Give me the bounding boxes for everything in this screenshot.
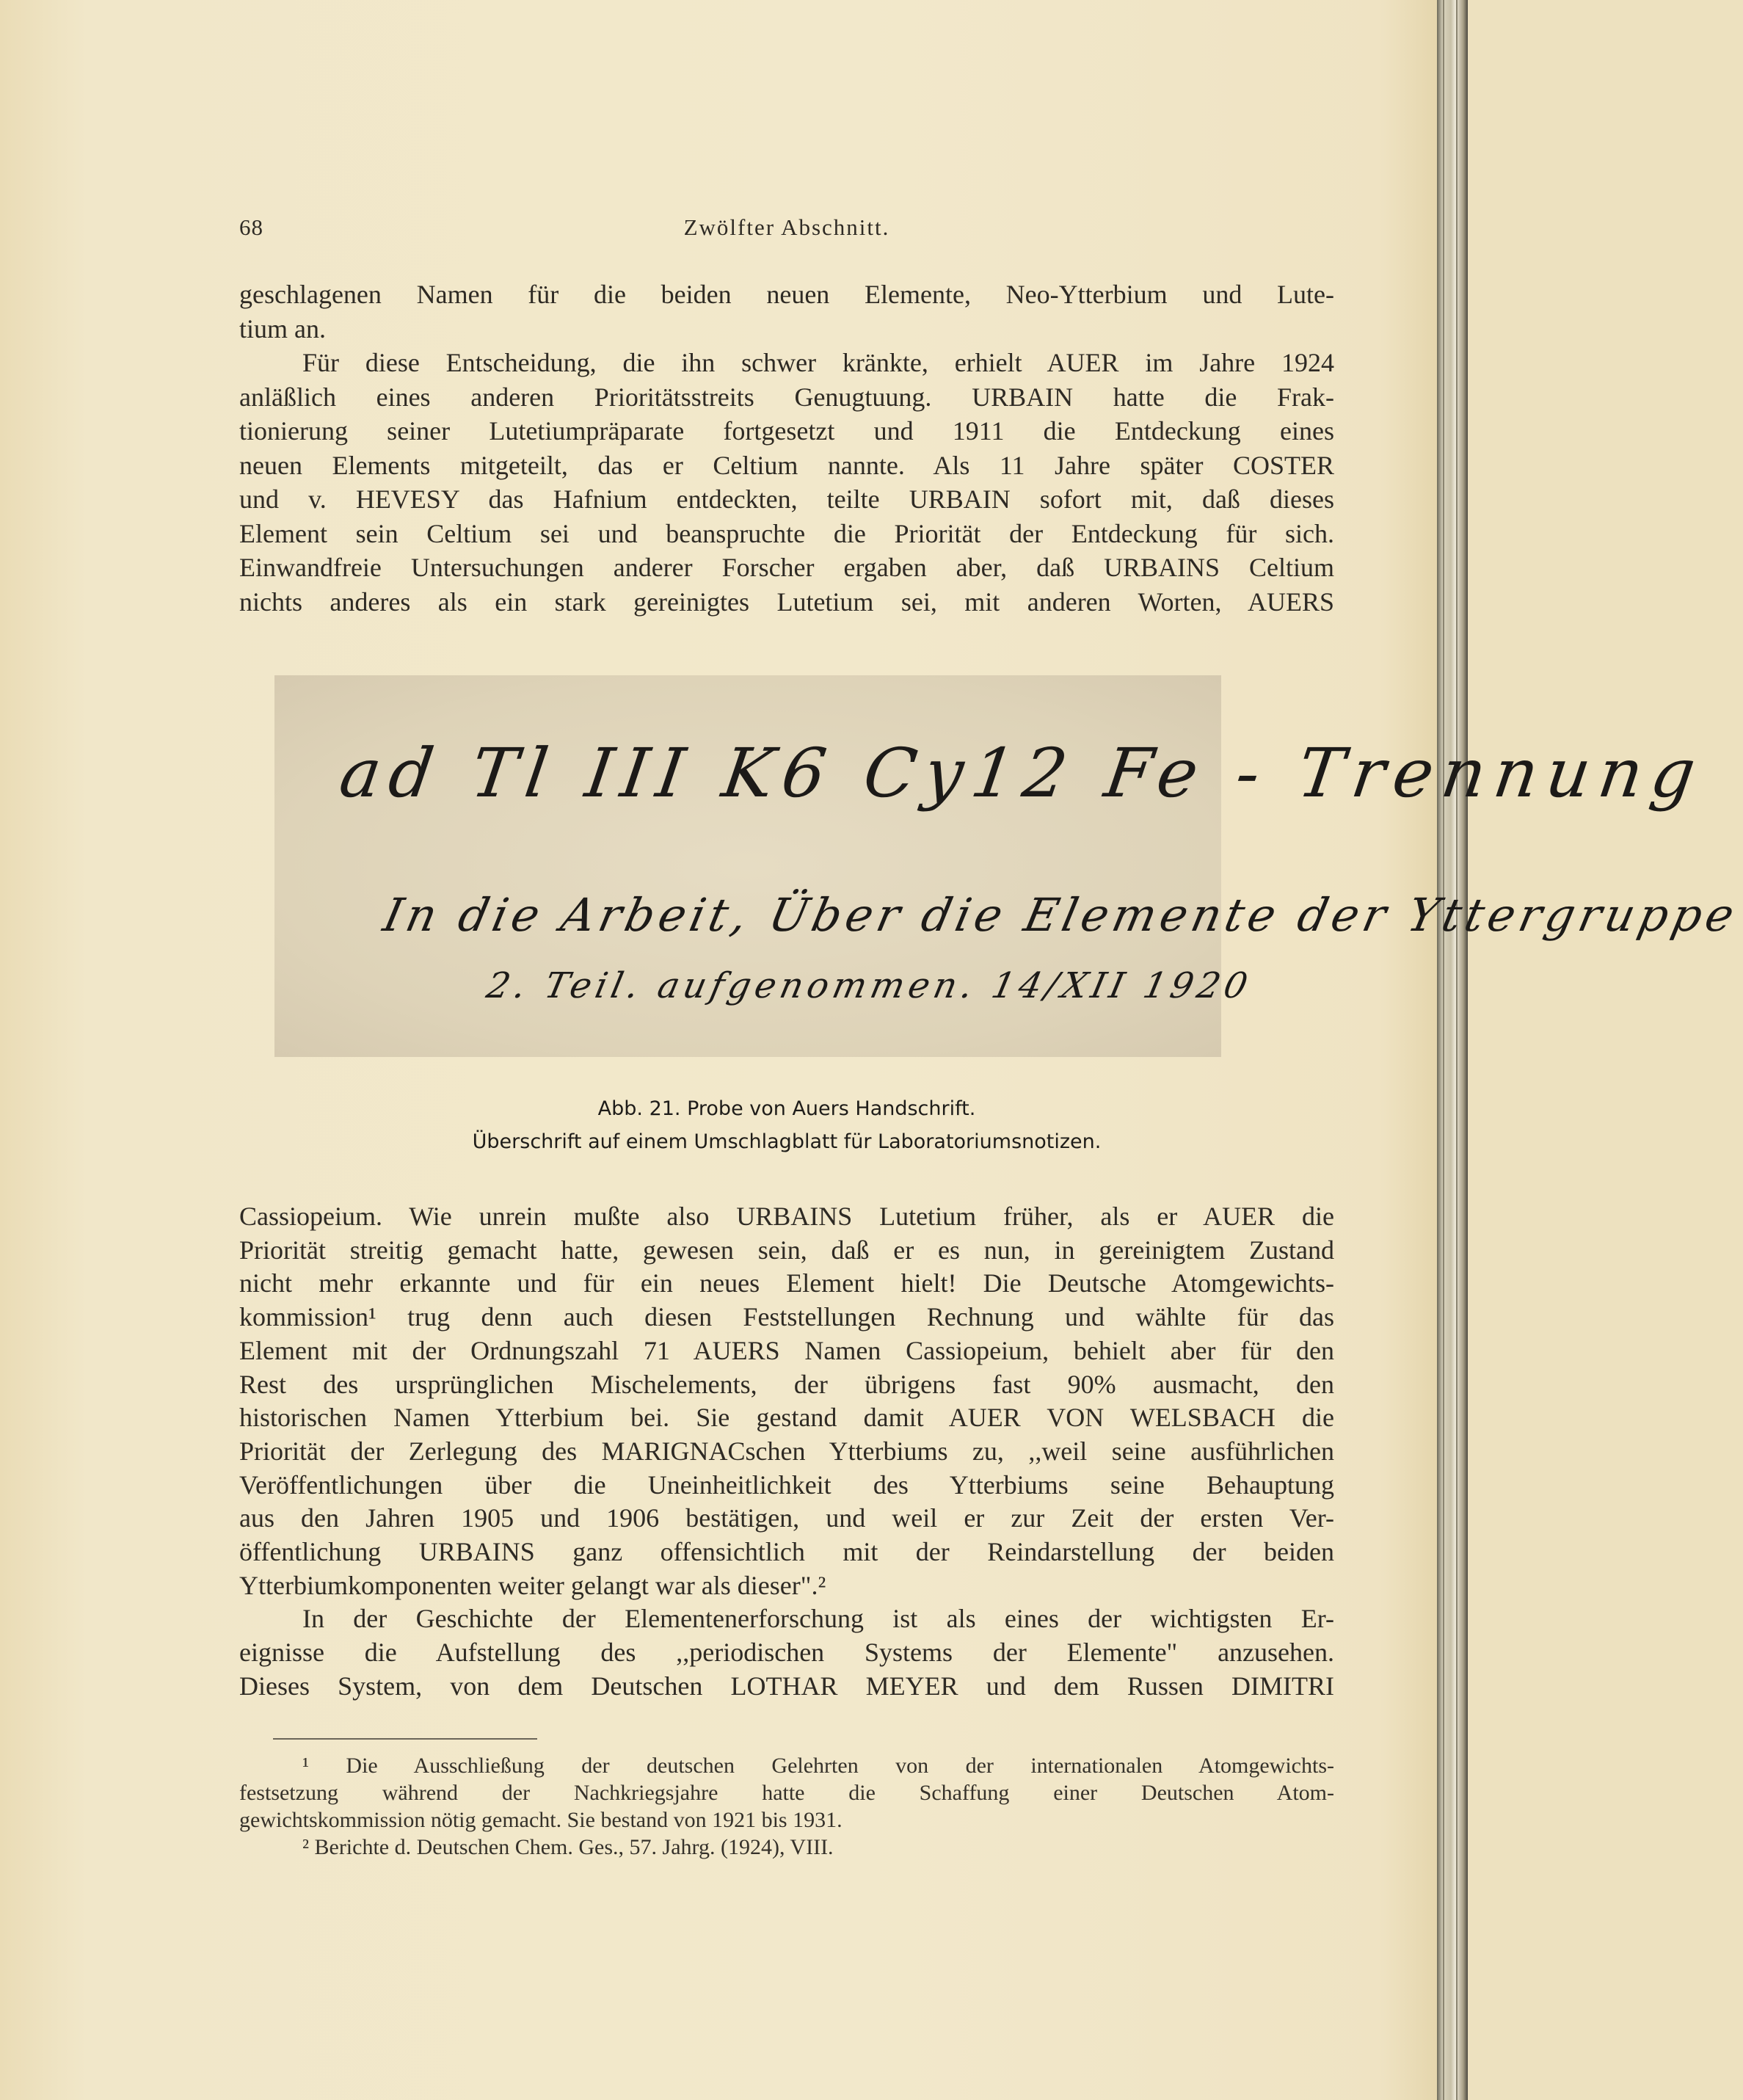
- text-line: öffentlichung URBAINS ganz offensichtlich mit der Reindarstellung der beiden: [239, 1537, 1334, 1566]
- text-line: Veröffentlichungen über die Uneinheitlichkeit des Ytterbiums seine Behauptung: [239, 1469, 1334, 1500]
- page-number: 68: [239, 214, 263, 240]
- text-line: eignisse die Aufstellung des ,,periodischen Systems der Elemente" anzusehen.: [239, 1638, 1334, 1668]
- figure-caption-subtitle: Überschrift auf einem Umschlagblatt für Laboratoriumsnotizen.: [472, 1130, 1102, 1153]
- footnote-line: festsetzung während der Nachkriegsjahre hatte die Schaffung einer Deutschen Atom-: [239, 1781, 1334, 1805]
- text-line: Element mit der Ordnungszahl 71 AUERS Namen Cassiopeium, behielt aber für den: [239, 1335, 1334, 1365]
- text-line: historischen Namen Ytterbium bei. Sie gestand damit AUER VON WELSBACH die: [239, 1403, 1334, 1433]
- text-line: Cassiopeium. Wie unrein mußte also URBAINS Lutetium früher, als er AUER die: [239, 1202, 1334, 1231]
- text-line: neuen Elements mitgeteilt, das er Celtium nannte. Als 11 Jahre später COSTER: [239, 450, 1334, 480]
- book-edge: [1437, 0, 1468, 2100]
- handwriting-line-2: In die Arbeit, Über die Elemente der Yttergruppe: [379, 888, 1743, 942]
- handwriting-figure: [274, 675, 1743, 1057]
- text-line: Ytterbiumkomponenten weiter gelangt war als dieser".²: [239, 1570, 826, 1600]
- text-line: Rest des ursprünglichen Mischelements, der übrigens fast 90% ausmacht, den: [239, 1369, 1334, 1399]
- footnote-line: ¹ Die Ausschließung der deutschen Gelehrten von der internationalen Atomgewichts-: [302, 1754, 1334, 1778]
- text-line: Priorität streitig gemacht hatte, gewesen sein, daß er es nun, in gereinigtem Zustand: [239, 1235, 1334, 1265]
- text-line: Einwandfreie Untersuchungen anderer Forscher ergaben aber, daß URBAINS Celtium: [239, 553, 1334, 582]
- running-head: Zwölfter Abschnitt.: [683, 214, 890, 240]
- footnote-line: ² Berichte d. Deutschen Chem. Ges., 57. Jahrg. (1924), VIII.: [302, 1835, 834, 1859]
- handwriting-line-1: ad Tl III K6 Cy12 Fe - Trennung: [335, 734, 1709, 813]
- page-header: [239, 214, 1334, 244]
- text-line: tionierung seiner Lutetiumpräparate fortgesetzt und 1911 die Entdeckung eines: [239, 416, 1334, 446]
- text-line: nicht mehr erkannte und für ein neues Element hielt! Die Deutsche Atomgewichts-: [239, 1268, 1334, 1298]
- text-line: anläßlich eines anderen Prioritätsstreits Genugtuung. URBAIN hatte die Frak-: [239, 382, 1334, 412]
- footnote-line: gewichtskommission nötig gemacht. Sie bestand von 1921 bis 1931.: [239, 1808, 843, 1832]
- text-line: aus den Jahren 1905 und 1906 bestätigen, und weil er zur Zeit der ersten Ver-: [239, 1503, 1334, 1533]
- text-line: Für diese Entscheidung, die ihn schwer kränkte, erhielt AUER im Jahre 1924: [302, 348, 1334, 377]
- text-line: nichts anderes als ein stark gereinigtes Lutetium sei, mit anderen Worten, AUERS: [239, 586, 1334, 617]
- figure-caption-title: Abb. 21. Probe von Auers Handschrift.: [597, 1097, 976, 1120]
- text-line: und v. HEVESY das Hafnium entdeckten, teilte URBAIN sofort mit, daß dieses: [239, 484, 1334, 514]
- text-line: Priorität der Zerlegung des MARIGNACschen Ytterbiums zu, ,,weil seine ausführlichen: [239, 1436, 1334, 1466]
- text-line: In der Geschichte der Elementenerforschung ist als eines der wichtigsten Er-: [302, 1604, 1334, 1634]
- footnote-rule: [273, 1738, 537, 1740]
- text-line: geschlagenen Namen für die beiden neuen Elemente, Neo-Ytterbium und Lute-: [239, 280, 1334, 309]
- text-line: Dieses System, von dem Deutschen LOTHAR MEYER und dem Russen DIMITRI: [239, 1671, 1334, 1701]
- handwriting-line-3: 2. Teil. aufgenommen. 14/XII 1920: [483, 965, 1256, 1006]
- text-line: kommission¹ trug denn auch diesen Feststellungen Rechnung und wählte für das: [239, 1302, 1334, 1332]
- text-line: Element sein Celtium sei und beanspruchte die Priorität der Entdeckung für sich.: [239, 518, 1334, 548]
- text-line: tium an.: [239, 313, 326, 344]
